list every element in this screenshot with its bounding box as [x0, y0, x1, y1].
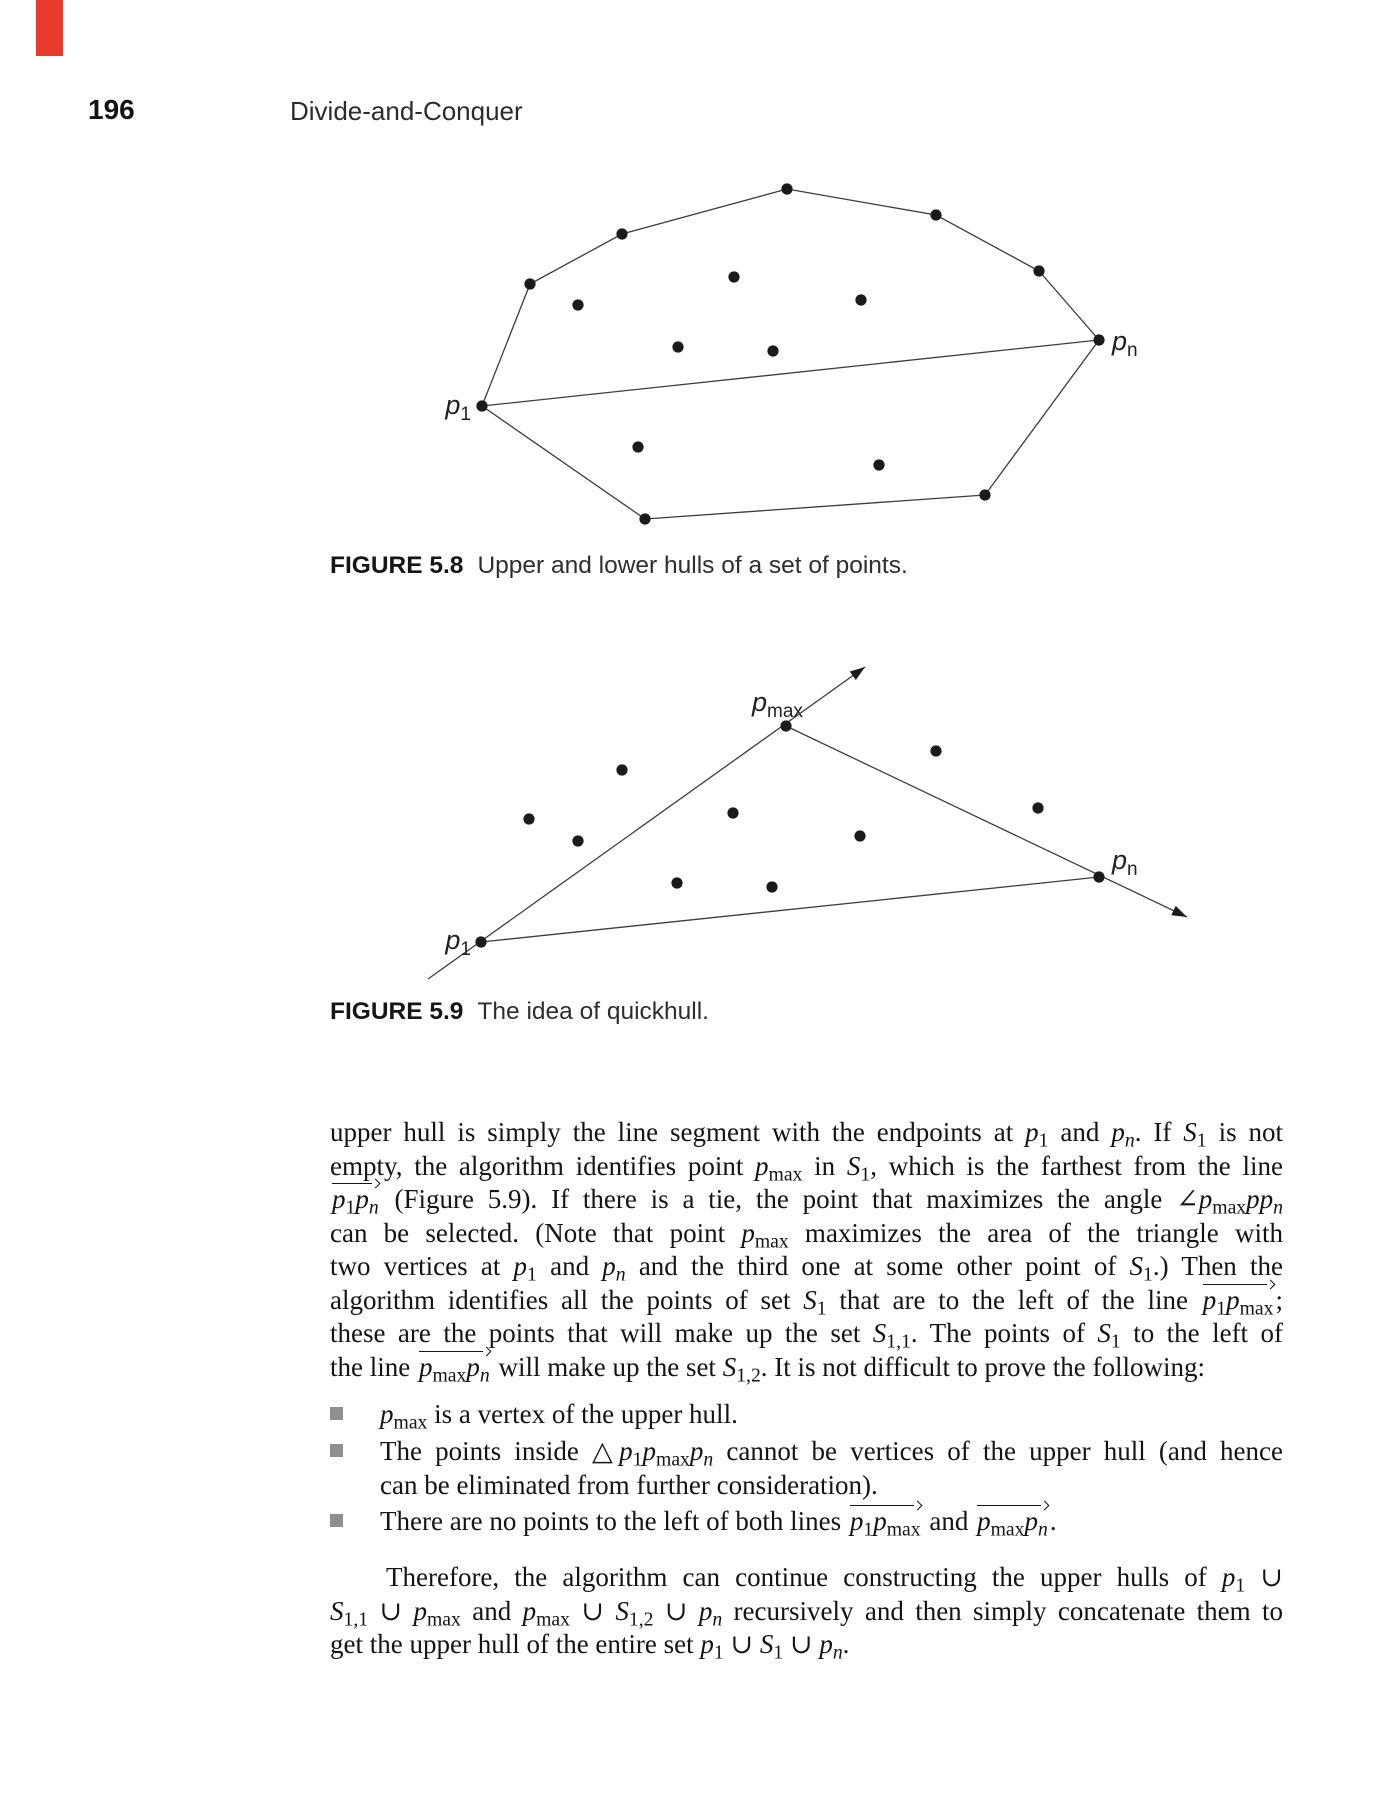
figure-5-8-convex-hull-diagram: [400, 150, 1170, 540]
body-line: can be selected. (Note that point $p_{max}$ maximizes the area of the triangle with: [330, 1217, 1283, 1253]
figure-5-9-caption-text: The idea of quickhull.: [477, 998, 709, 1025]
body-line: $p_{max}$ is a vertex of the upper hull.: [380, 1399, 738, 1434]
chapter-edge-tab: [36, 0, 63, 56]
paragraph-2: [330, 1561, 1283, 1662]
body-line: these are the points that will make up the set $S_{1,1}$. The points of $S_1$ to the left of: [330, 1318, 1283, 1353]
svg-text:pmax: $p_{max}$: [752, 687, 803, 722]
body-line: two vertices at $p_1$ and $p_n$ and the third one at some other point of $S_1$.) Then the: [330, 1251, 1283, 1286]
paragraph-1: [330, 1116, 1284, 1387]
bullet-item: [330, 1398, 1283, 1432]
bullet-item: [330, 1505, 1283, 1539]
body-line: upper hull is simply the line segment with the endpoints at $p_1$ and $p_n$. If $S_1$ is not: [330, 1117, 1284, 1152]
body-line: Therefore, the algorithm can continue constructing the upper hulls of $p_1$ ∪: [386, 1562, 1283, 1597]
bullet-square-icon: [330, 1444, 343, 1457]
body-line: The points inside $\triangle p_1p_{max}p_n$ cannot be vertices of the upper hull (and hence: [380, 1436, 1283, 1471]
bullet-square-icon: [330, 1407, 343, 1420]
figure-5-9-quickhull-diagram: [400, 640, 1200, 995]
svg-text:pn: $p_n$: [1112, 326, 1138, 361]
figure-5-8-caption-label: FIGURE 5.8: [330, 552, 464, 579]
running-header: Divide-and-Conquer: [290, 96, 523, 126]
page-number: 196: [88, 94, 135, 125]
body-line: empty, the algorithm identifies point $p_{max}$ in $S_1$, which is the farthest from the line: [330, 1150, 1283, 1186]
figure-5-8-caption-text: Upper and lower hulls of a set of points.: [477, 552, 908, 579]
svg-text:pn: $p_n$: [1112, 845, 1138, 880]
body-line: get the upper hull of the entire set $p_1$ ∪ $S_1$ ∪ $p_n$.: [330, 1629, 850, 1664]
body-line: can be eliminated from further consideration).: [380, 1469, 878, 1500]
body-line: the line $p_{max}p_n$ will make up the set $S_{1,2}$. It is not difficult to prove the following:: [330, 1351, 1205, 1387]
body-line: $p_1p_n$ (Figure 5.9). If there is a tie, the point that maximizes the angle $\angle p_{max}pp_n$: [332, 1184, 1283, 1219]
svg-text:p1: $p_1$: [445, 925, 471, 960]
figure-5-8-caption: [330, 552, 908, 580]
figure-5-9-caption: [330, 998, 709, 1026]
bullet-item: [330, 1435, 1283, 1502]
body-line: algorithm identifies all the points of set $S_1$ that are to the left of the line $p_1p_{max}$;: [330, 1284, 1284, 1320]
body-line: $S_{1,1}$ ∪ $p_{max}$ and $p_{max}$ ∪ $S_{1,2}$ ∪ $p_n$ recursively and then simply concatenate them to: [330, 1595, 1284, 1631]
figure-5-9-caption-label: FIGURE 5.9: [330, 998, 464, 1025]
svg-text:p1: $p_1$: [445, 390, 471, 425]
bullet-square-icon: [330, 1514, 343, 1527]
body-line: There are no points to the left of both lines $p_1p_{max}$ and $p_{max}p_n$.: [380, 1506, 1057, 1541]
